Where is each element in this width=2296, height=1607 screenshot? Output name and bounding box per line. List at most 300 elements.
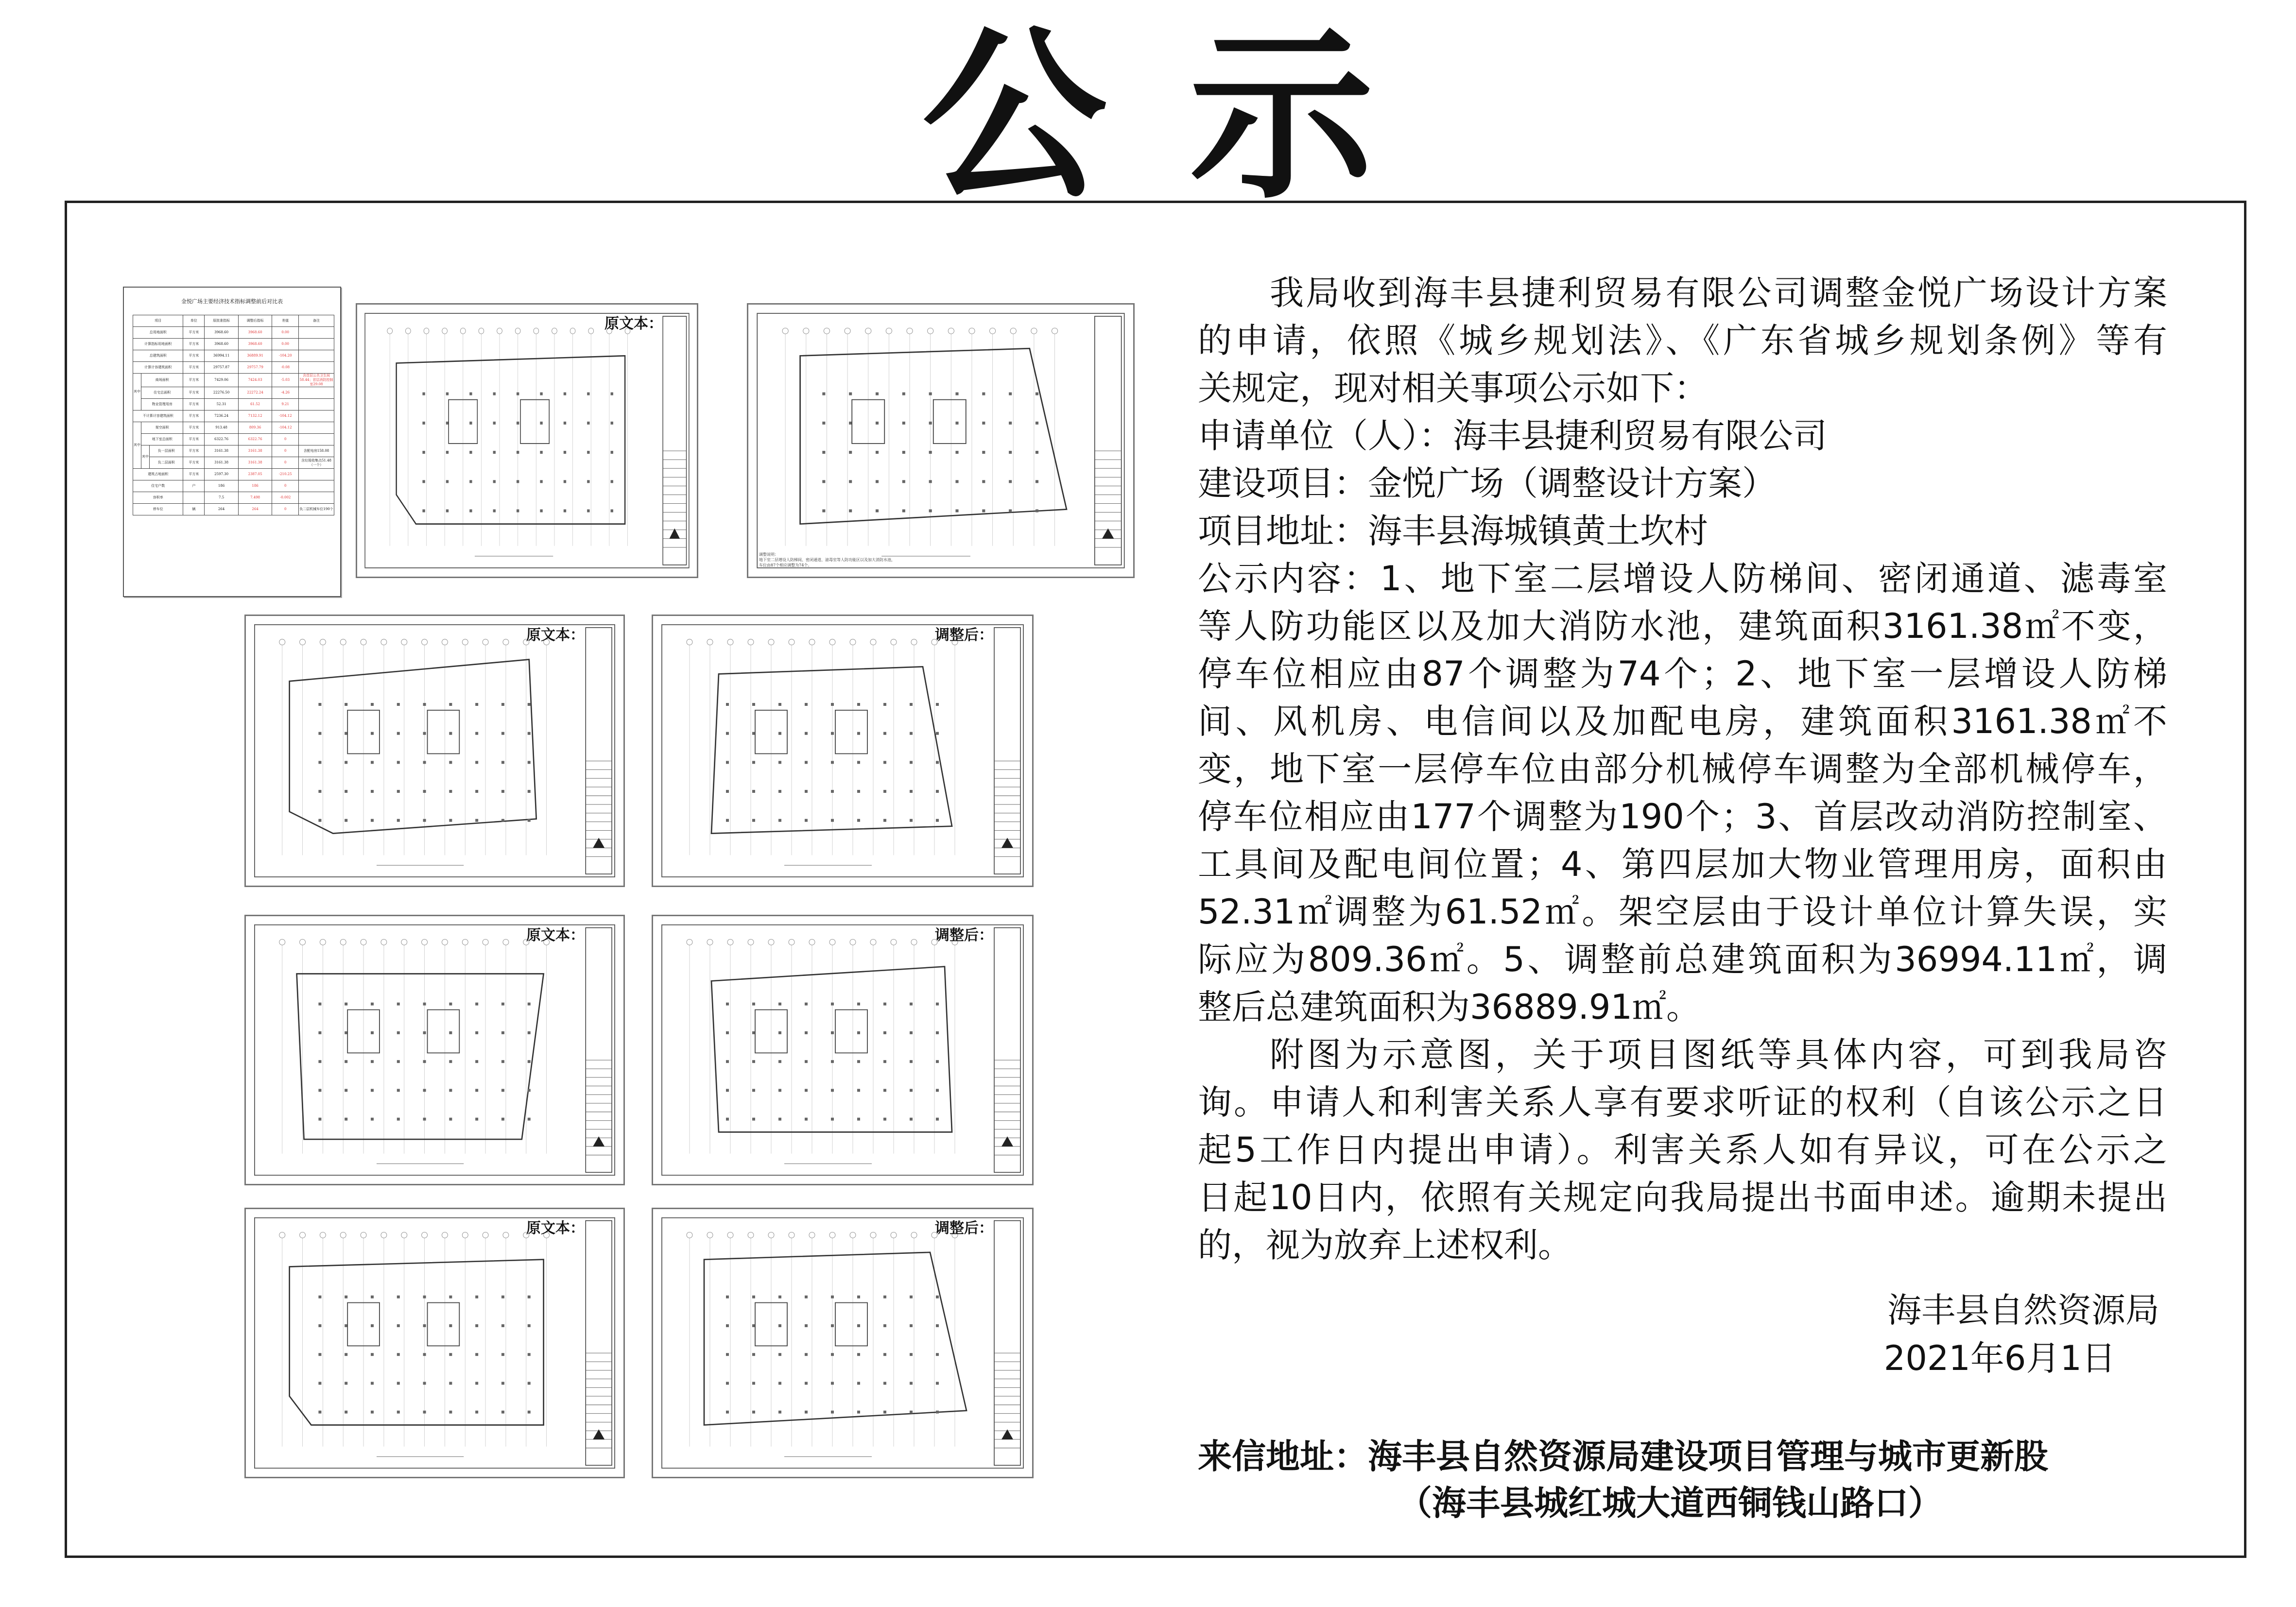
axis-bubble (870, 939, 876, 945)
column-mark (857, 761, 860, 764)
column-mark (493, 480, 496, 483)
column-mark (517, 451, 519, 454)
axis-bubble (503, 939, 509, 945)
column-mark (449, 1089, 452, 1092)
original-value-cell: 2597.30 (205, 469, 238, 480)
axis-bubble (422, 639, 428, 645)
column-mark (805, 1411, 808, 1414)
building-outline (290, 660, 536, 834)
column-mark (910, 1118, 913, 1121)
column-mark (397, 732, 400, 735)
original-value-cell: 913.48 (205, 422, 238, 434)
column-mark (857, 1382, 860, 1385)
issuer: 海丰县自然资源局 (1887, 1290, 2159, 1330)
axis-bubble (1031, 328, 1037, 334)
column-mark (726, 1411, 729, 1414)
floor-plan-drawing (357, 305, 697, 577)
column-mark (423, 790, 426, 793)
column-mark (955, 510, 958, 513)
column-mark (611, 451, 613, 454)
column-mark (371, 1089, 374, 1092)
column-mark (422, 422, 425, 425)
column-mark (475, 1060, 478, 1063)
column-mark (517, 510, 519, 513)
column-mark (528, 1089, 531, 1092)
original-label: 原文本： (526, 627, 585, 644)
adjusted-value-cell: 36889.91 (238, 350, 272, 362)
column-mark (982, 480, 985, 483)
column-mark (883, 761, 886, 764)
column-mark (726, 790, 729, 793)
column-mark (778, 761, 781, 764)
item-cell: 负二层面积 (150, 457, 183, 469)
title-block (994, 1221, 1020, 1466)
axis-bubble (361, 639, 366, 645)
axis-bubble (727, 1232, 733, 1238)
column-mark (397, 1324, 400, 1327)
floor-plan-drawing (246, 1209, 623, 1477)
note-cell (299, 327, 334, 339)
unit-cell: 平方米 (183, 374, 205, 387)
column-mark (397, 790, 400, 793)
axis-bubble (462, 1232, 468, 1238)
column-mark (831, 1003, 834, 1006)
project-line: 建设项目：金悦广场（调整设计方案） (1198, 463, 1776, 503)
item-cell: 住宅总面积 (141, 387, 183, 399)
column-mark (345, 1411, 347, 1414)
adjusted-value-cell: 7424.03 (238, 374, 272, 387)
column-mark (857, 1003, 860, 1006)
column-mark (469, 480, 472, 483)
axis-bubble (515, 328, 520, 334)
note-cell (299, 387, 334, 399)
column-mark (849, 480, 852, 483)
unit-cell (183, 492, 205, 504)
column-mark (822, 451, 825, 454)
axis-bubble (483, 639, 488, 645)
axis-bubble (442, 639, 448, 645)
column-mark (902, 451, 905, 454)
axis-bubble (300, 939, 306, 945)
axis-bubble (479, 328, 484, 334)
notice-line: 附图为示意图，关于项目图纸等具体内容，可到我局咨 (1270, 1035, 2167, 1075)
column-mark (831, 732, 834, 735)
column-mark (501, 1118, 504, 1121)
adjusted-value-cell: 809.36 (238, 422, 272, 434)
column-mark (423, 1118, 426, 1121)
table-header-cell: 项目 (133, 315, 183, 327)
axis-bubble (891, 939, 897, 945)
column-mark (883, 1324, 886, 1327)
column-mark (318, 1060, 321, 1063)
column-mark (528, 1060, 531, 1063)
column-mark (910, 819, 913, 822)
column-mark (902, 510, 905, 513)
sheet-border (662, 925, 1023, 1175)
column-mark (936, 1296, 939, 1299)
axis-bubble (483, 1232, 488, 1238)
column-mark (345, 1003, 347, 1006)
drawing-ground-floor-adjusted (652, 915, 1034, 1185)
axis-bubble (748, 1232, 754, 1238)
table-row (133, 469, 334, 480)
column-mark (857, 1324, 860, 1327)
column-mark (446, 451, 449, 454)
column-mark (910, 732, 913, 735)
core-stair (835, 710, 867, 754)
column-mark (540, 393, 542, 395)
column-mark (831, 1118, 834, 1121)
note-cell (299, 362, 334, 374)
column-mark (528, 819, 531, 822)
axis-bubble (361, 939, 366, 945)
original-label: 原文本： (604, 315, 663, 332)
item-cell: 计算计容建筑面积 (133, 362, 183, 374)
column-mark (849, 451, 852, 454)
notice-line: 询。申请人和利害关系人享有要求听证的权利（自该公示之日 (1198, 1082, 2167, 1122)
axis-bubble (534, 328, 539, 334)
drawing-basement2-adjusted (747, 303, 1135, 578)
column-mark (423, 819, 426, 822)
column-mark (955, 393, 958, 395)
column-mark (752, 790, 755, 793)
original-value-cell: 3968.60 (205, 327, 238, 339)
column-mark (397, 1353, 400, 1356)
note-cell (299, 434, 334, 445)
axis-bubble (381, 1232, 387, 1238)
adjusted-value-cell: 3968.60 (238, 339, 272, 350)
column-mark (883, 732, 886, 735)
column-mark (910, 1296, 913, 1299)
column-mark (528, 1324, 531, 1327)
column-mark (517, 393, 519, 395)
core-stair (933, 400, 966, 444)
column-mark (493, 422, 496, 425)
title-block (586, 628, 612, 874)
item-cell: 建筑占地面积 (133, 469, 183, 480)
column-mark (611, 480, 613, 483)
column-mark (449, 1060, 452, 1063)
note-cell: 含首层公共卫生间58.44；首层消防控制室29.08 (299, 374, 333, 386)
column-mark (345, 1296, 347, 1299)
column-mark (469, 422, 472, 425)
adjusted-value-cell: 264 (238, 504, 272, 515)
item-cell: 停车位 (133, 504, 183, 515)
column-mark (611, 393, 613, 395)
column-mark (805, 790, 808, 793)
column-mark (805, 1382, 808, 1385)
column-mark (528, 1296, 531, 1299)
column-mark (910, 703, 913, 706)
axis-bubble (707, 1232, 713, 1238)
issue-date: 2021年6月1日 (1883, 1338, 2116, 1378)
column-mark (517, 480, 519, 483)
axis-bubble (789, 939, 794, 945)
column-mark (528, 1382, 531, 1385)
column-mark (752, 1382, 755, 1385)
column-mark (449, 761, 452, 764)
column-mark (726, 1324, 729, 1327)
column-mark (936, 1382, 939, 1385)
column-mark (902, 393, 905, 395)
column-mark (1036, 510, 1038, 513)
floor-plan-drawing (246, 616, 623, 886)
axis-bubble (361, 1232, 366, 1238)
column-mark (469, 393, 472, 395)
axis-bubble (809, 639, 815, 645)
column-mark (831, 1411, 834, 1414)
column-mark (501, 1003, 504, 1006)
column-mark (752, 1324, 755, 1327)
axis-bubble (340, 939, 346, 945)
axis-bubble (320, 639, 326, 645)
column-mark (726, 1296, 729, 1299)
table-row (133, 434, 334, 445)
axis-bubble (886, 328, 892, 334)
column-mark (883, 1089, 886, 1092)
column-mark (371, 732, 374, 735)
column-mark (778, 1324, 781, 1327)
sheet-border (365, 313, 689, 568)
column-mark (910, 1089, 913, 1092)
column-mark (371, 819, 374, 822)
address-line: 项目地址：海丰县海城镇黄土坎村 (1198, 511, 1708, 551)
axis-bubble (865, 328, 871, 334)
group-label-cell: 其中 (133, 374, 141, 410)
adjustment-note (759, 552, 895, 568)
column-mark (423, 1003, 426, 1006)
item-cell: 计算指标用地面积 (133, 339, 183, 350)
column-mark (857, 1031, 860, 1034)
column-mark (501, 732, 504, 735)
column-mark (423, 1031, 426, 1034)
axis-bubble (381, 639, 387, 645)
axis-bubble (809, 1232, 815, 1238)
column-mark (501, 790, 504, 793)
column-mark (318, 1031, 321, 1034)
axis-bubble (727, 939, 733, 945)
table-header-cell: 调整后指标 (238, 315, 272, 327)
item-cell: 地下室总面积 (141, 434, 183, 445)
column-mark (528, 761, 531, 764)
column-mark (345, 790, 347, 793)
column-mark (475, 1353, 478, 1356)
floor-plan-drawing (653, 1209, 1032, 1477)
title-block (586, 928, 612, 1173)
floor-plan-drawing (246, 916, 623, 1184)
column-mark (493, 393, 496, 395)
note-cell (299, 492, 334, 504)
column-mark (423, 761, 426, 764)
column-mark (805, 1031, 808, 1034)
column-mark (345, 1089, 347, 1092)
column-mark (423, 1060, 426, 1063)
axis-bubble (748, 939, 754, 945)
column-mark (831, 1382, 834, 1385)
column-mark (528, 790, 531, 793)
notice-line: 的，视为放弃上述权利。 (1198, 1225, 1572, 1265)
original-value-cell: 186 (205, 480, 238, 492)
column-mark (564, 393, 566, 395)
column-mark (528, 1031, 531, 1034)
column-mark (475, 819, 478, 822)
column-mark (564, 451, 566, 454)
column-mark (449, 1118, 452, 1121)
column-mark (936, 703, 939, 706)
column-mark (752, 732, 755, 735)
column-mark (528, 1118, 531, 1121)
note-cell (299, 339, 334, 350)
sheet-border (255, 925, 615, 1175)
column-mark (371, 1118, 374, 1121)
difference-cell: 0.00 (272, 327, 299, 339)
column-mark (397, 761, 400, 764)
axis-bubble (727, 639, 733, 645)
notice-line: 的申请，依照《城乡规划法》、《广东省城乡规划条例》等有 (1198, 321, 2167, 360)
column-mark (831, 1060, 834, 1063)
column-mark (449, 1324, 452, 1327)
axis-bubble (422, 1232, 428, 1238)
axis-bubble (850, 939, 856, 945)
adjusted-value-cell: 3161.38 (238, 457, 272, 469)
column-mark (371, 703, 374, 706)
column-mark (929, 480, 932, 483)
column-mark (345, 1382, 347, 1385)
difference-cell: -210.25 (272, 469, 299, 480)
column-mark (778, 1296, 781, 1299)
building-outline (711, 967, 952, 1132)
unit-cell: 平方米 (183, 445, 205, 457)
column-mark (475, 761, 478, 764)
axis-bubble (824, 328, 829, 334)
column-mark (857, 732, 860, 735)
column-mark (936, 732, 939, 735)
column-mark (831, 790, 834, 793)
column-mark (564, 480, 566, 483)
column-mark (422, 480, 425, 483)
axis-bubble (768, 1232, 774, 1238)
axis-bubble (387, 328, 393, 334)
mailing-address-detail: （海丰县城红城大道西铜钱山路口） (1398, 1483, 1942, 1523)
column-mark (611, 422, 613, 425)
column-mark (883, 790, 886, 793)
axis-bubble (1010, 328, 1016, 334)
unit-cell: 辆 (183, 504, 205, 515)
column-mark (469, 510, 472, 513)
column-mark (822, 422, 825, 425)
column-mark (726, 819, 729, 822)
column-mark (371, 1324, 374, 1327)
adjusted-value-cell: 61.52 (238, 399, 272, 410)
column-mark (422, 393, 425, 395)
column-mark (936, 1060, 939, 1063)
column-mark (805, 1118, 808, 1121)
core-stair (520, 400, 549, 444)
column-mark (345, 819, 347, 822)
column-mark (929, 422, 932, 425)
column-mark (778, 1382, 781, 1385)
column-mark (876, 451, 879, 454)
column-mark (857, 1353, 860, 1356)
column-mark (475, 703, 478, 706)
axis-bubble (503, 639, 509, 645)
column-mark (752, 1118, 755, 1121)
column-mark (397, 1411, 400, 1414)
building-outline (711, 667, 952, 833)
table-header-cell: 备注 (299, 315, 334, 327)
column-mark (726, 761, 729, 764)
floor-plan-drawing (653, 916, 1032, 1184)
table-row (133, 374, 334, 387)
axis-bubble (870, 639, 876, 645)
axis-bubble (462, 939, 468, 945)
difference-cell: -104.12 (272, 410, 299, 422)
drawing-ground-floor-original (244, 915, 625, 1185)
column-mark (423, 1324, 426, 1327)
column-mark (876, 510, 879, 513)
column-mark (1036, 393, 1038, 395)
column-mark (778, 1118, 781, 1121)
column-mark (805, 703, 808, 706)
note-cell (299, 469, 334, 480)
unit-cell: 平方米 (183, 410, 205, 422)
column-mark (318, 1118, 321, 1121)
axis-bubble (850, 1232, 856, 1238)
note-cell (299, 399, 334, 410)
unit-cell: 平方米 (183, 339, 205, 350)
note-cell (299, 480, 334, 492)
column-mark (501, 1060, 504, 1063)
axis-bubble (279, 639, 285, 645)
unit-cell: 平方米 (183, 362, 205, 374)
table-row (133, 445, 334, 457)
column-mark (822, 393, 825, 395)
column-mark (371, 1382, 374, 1385)
original-value-cell: 22276.50 (205, 387, 238, 399)
column-mark (831, 1031, 834, 1034)
column-mark (587, 510, 589, 513)
axis-bubble (687, 939, 692, 945)
column-mark (955, 480, 958, 483)
column-mark (902, 422, 905, 425)
column-mark (883, 819, 886, 822)
column-mark (831, 1324, 834, 1327)
column-mark (397, 1089, 400, 1092)
column-mark (910, 1411, 913, 1414)
difference-cell: -0.002 (272, 492, 299, 504)
column-mark (318, 1382, 321, 1385)
column-mark (726, 1353, 729, 1356)
column-mark (475, 1031, 478, 1034)
building-outline (290, 1260, 544, 1425)
column-mark (726, 732, 729, 735)
column-mark (752, 1060, 755, 1063)
column-mark (831, 703, 834, 706)
column-mark (910, 1003, 913, 1006)
column-mark (611, 510, 613, 513)
axis-bubble (789, 639, 794, 645)
column-mark (449, 819, 452, 822)
column-mark (423, 1089, 426, 1092)
table-row (133, 362, 334, 374)
drawing-basement1-original (244, 615, 625, 887)
column-mark (493, 451, 496, 454)
column-mark (910, 761, 913, 764)
column-mark (752, 1089, 755, 1092)
mailing-address: 来信地址：海丰县自然资源局建设项目管理与城市更新股 (1198, 1436, 2048, 1476)
axis-bubble (405, 328, 411, 334)
column-mark (955, 422, 958, 425)
